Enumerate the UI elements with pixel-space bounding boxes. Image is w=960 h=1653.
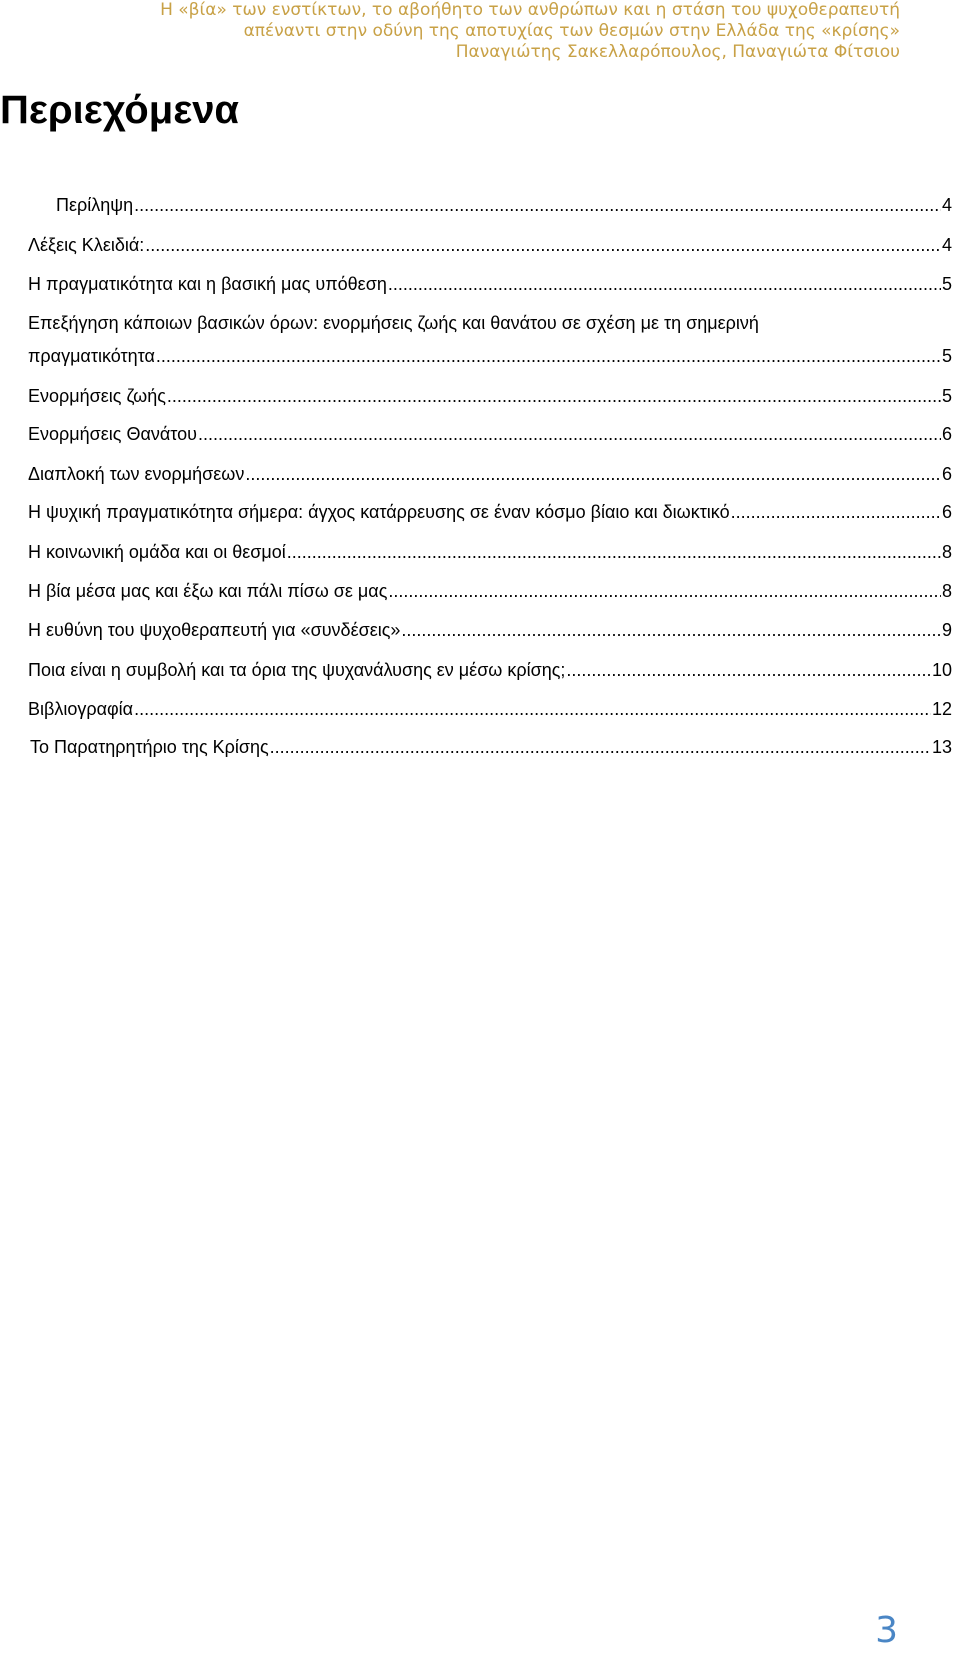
toc-entry-label: Ενορμήσεις ζωής [28,386,166,406]
toc-entry-page: 9 [941,620,952,640]
toc-entry-page: 4 [941,195,952,215]
toc-entry-label: Η ψυχική πραγματικότητα σήμερα: άγχος κατάρρευσης σε έναν κόσμο βίαιο και διωκτικό [28,502,730,522]
toc-entry[interactable] [28,500,952,524]
toc-dot-leader [145,233,941,257]
toc-entry-label: Η βία μέσα μας και έξω και πάλι πίσω σε μας [28,581,388,601]
toc-entry-label: Ποια είναι η συμβολή και τα όρια της ψυχανάλυσης εν μέσω κρίσης; [28,660,566,680]
toc-dot-leader [270,735,931,759]
toc-dot-leader [167,384,941,408]
toc-dot-leader [156,344,941,368]
toc-entry-label: Διαπλοκή των ενορμήσεων [28,464,245,484]
toc-entry-page: 10 [931,660,952,680]
toc-entry[interactable] [28,344,952,368]
toc-entry[interactable] [28,233,952,257]
toc-entry[interactable] [30,735,952,759]
toc-entry-label: Η πραγματικότητα και η βασική μας υπόθεση [28,274,387,294]
toc-entry-label: Το Παρατηρητήριο της Κρίσης [30,737,269,757]
toc-entry-label: Βιβλιογραφία [28,699,134,719]
toc-entry-page: 5 [941,346,952,366]
header-title-line-1: Η «βία» των ενστίκτων, το αβοήθητο των ανθρώπων και η στάση του ψυχοθεραπευτή [160,0,900,20]
toc-entry[interactable] [28,384,952,408]
toc-entry[interactable] [28,422,952,446]
toc-entry-label-line-2: πραγματικότητα [28,346,155,366]
toc-dot-leader [566,658,931,682]
toc-entry-page: 5 [941,274,952,294]
toc-entry-page: 5 [941,386,952,406]
toc-entry-label-line-1[interactable]: Επεξήγηση κάποιων βασικών όρων: ενορμήσεις ζωής και θανάτου σε σχέση με τη σημερινή [28,313,759,333]
toc-dot-leader [731,500,941,524]
page-number: 3 [875,1610,898,1651]
toc-entry[interactable] [28,462,952,486]
toc-entry[interactable] [28,579,952,603]
toc-entry-label: Λέξεις Κλειδιά: [28,235,145,255]
toc-dot-leader [388,272,941,296]
toc-dot-leader [287,540,941,564]
toc-dot-leader [134,697,931,721]
toc-entry-page: 4 [941,235,952,255]
toc-entry-page: 8 [941,581,952,601]
toc-entry-page: 6 [941,464,952,484]
toc-entry-label: Ενορμήσεις Θανάτου [28,424,197,444]
toc-entry[interactable] [56,193,952,217]
toc-dot-leader [401,618,941,642]
toc-dot-leader [245,462,941,486]
toc-entry[interactable] [28,658,952,682]
toc-dot-leader [388,579,941,603]
toc-entry-page: 12 [931,699,952,719]
toc-entry[interactable] [28,540,952,564]
toc-entry-label: Η κοινωνική ομάδα και οι θεσμοί [28,542,286,562]
toc-title: Περιεχόμενα [0,88,240,132]
toc-dot-leader [134,193,941,217]
toc-entry-label: Περίληψη [56,195,134,215]
toc-entry[interactable] [28,697,952,721]
header-title-line-2: απέναντι στην οδύνη της αποτυχίας των θεσμών στην Ελλάδα της «κρίσης» [243,21,900,41]
toc-entry[interactable] [28,272,952,296]
toc-entry-page: 6 [941,424,952,444]
toc-entry[interactable] [28,618,952,642]
toc-entry-page: 8 [941,542,952,562]
toc-entry-page: 6 [941,502,952,522]
toc-dot-leader [198,422,941,446]
toc-entry-page: 13 [931,737,952,757]
toc-entry-label: Η ευθύνη του ψυχοθεραπευτή για «συνδέσεις» [28,620,401,640]
header-authors: Παναγιώτης Σακελλαρόπουλος, Παναγιώτα Φίτσιου [455,42,900,62]
